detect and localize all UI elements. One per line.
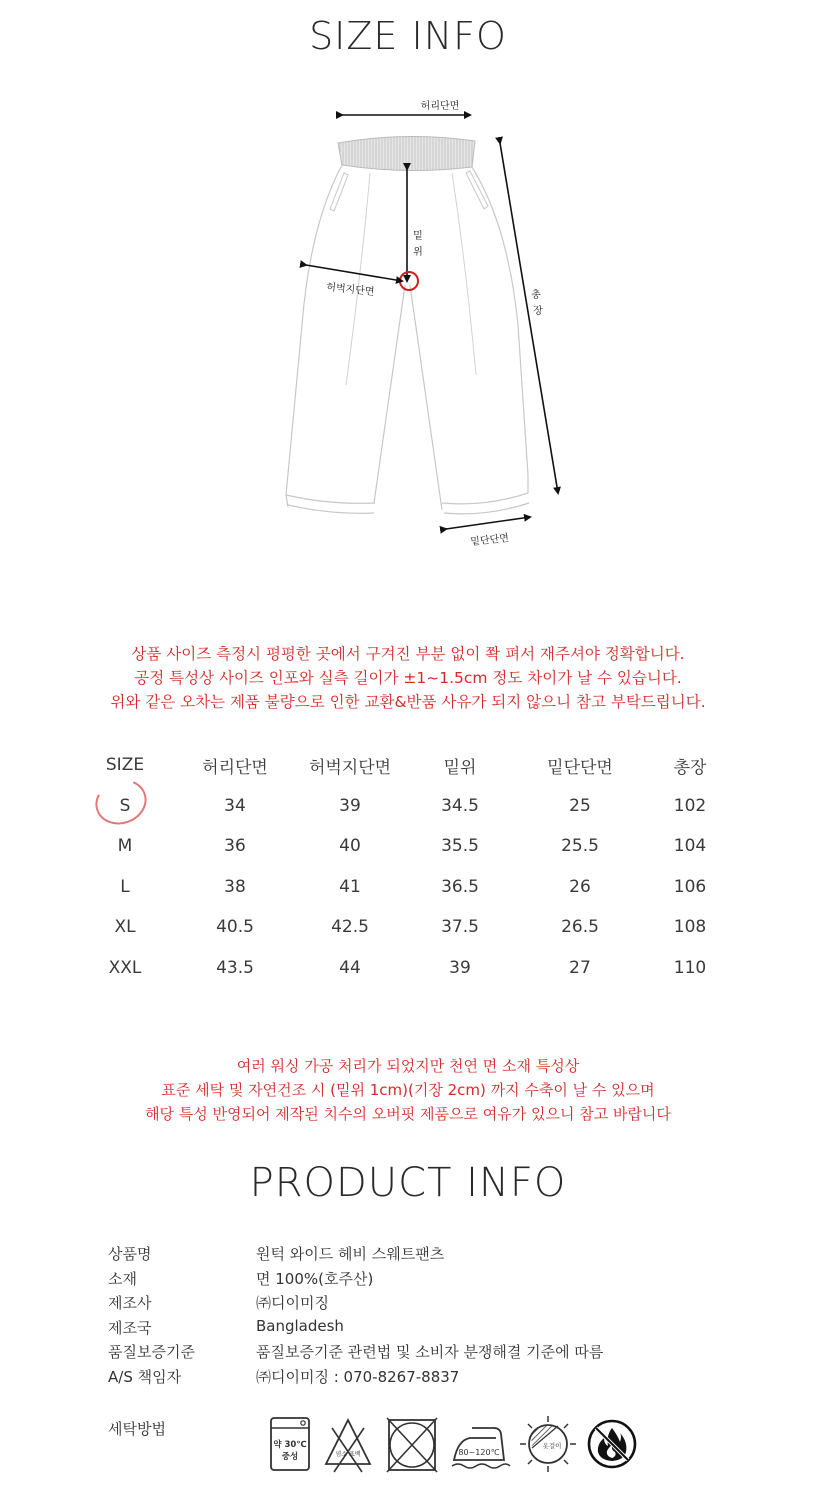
cell: XL — [114, 917, 136, 938]
cell: 27 — [569, 957, 591, 978]
header-thigh: 허벅지단면 — [308, 757, 392, 778]
svg-text:80~120℃: 80~120℃ — [458, 1448, 500, 1457]
notice-line: 여러 워싱 가공 처리가 되었지만 천연 면 소재 특성상 — [236, 1057, 580, 1075]
cell: 42.5 — [331, 917, 369, 938]
cell: XXL — [108, 957, 142, 978]
cell: 104 — [673, 836, 707, 857]
cell: 37.5 — [441, 917, 479, 938]
info-value: 품질보증기준 관련법 및 소비자 분쟁해결 기준에 따름 — [256, 1343, 604, 1362]
header-total-length: 총장 — [673, 757, 707, 778]
notice-line: 상품 사이즈 측정시 평평한 곳에서 구겨진 부분 없이 쫙 펴서 재주셔야 정확합니다. — [131, 645, 685, 663]
header-size: SIZE — [105, 755, 145, 776]
dry-in-shade-icon — [518, 1414, 578, 1474]
header-waist: 허리단면 — [202, 757, 268, 778]
cell: 44 — [339, 957, 361, 978]
table-row — [80, 826, 740, 867]
size-table — [80, 745, 740, 988]
cell: 38 — [224, 876, 246, 897]
info-value: ㈜디이미징 : 070-8267-8837 — [256, 1367, 460, 1386]
waist-label: 허리단면 — [420, 101, 460, 112]
cell: 34 — [224, 795, 246, 816]
notice-line: 공정 특성상 사이즈 인포와 실측 길이가 ±1~1.5cm 정도 차이가 날 수 있습니다. — [134, 669, 682, 687]
cell: 39 — [339, 795, 361, 816]
no-tumble-dry-icon — [385, 1414, 441, 1474]
info-label: 품질보증기준 — [108, 1343, 195, 1362]
hem-label: 밑단단면 — [469, 533, 510, 549]
cell: 35.5 — [441, 836, 479, 857]
cell: 36 — [224, 836, 246, 857]
rise-label-2: 위 — [413, 247, 423, 258]
cell: 40.5 — [216, 917, 254, 938]
cell: M — [117, 836, 133, 857]
cell: 43.5 — [216, 957, 254, 978]
pants-size-diagram — [270, 85, 570, 555]
cell: 25 — [569, 795, 591, 816]
notice-line: 위와 같은 오차는 제품 불량으로 인한 교환&반품 사유가 되지 않으니 참고 부탁드립니다. — [110, 693, 706, 711]
svg-text:염소 표백: 염소 표백 — [335, 1451, 361, 1458]
info-label: 소재 — [108, 1269, 137, 1288]
svg-text:약 30℃: 약 30℃ — [273, 1440, 307, 1450]
no-fire-icon — [584, 1414, 640, 1474]
info-value: ㈜디이미징 — [256, 1294, 329, 1313]
table-row — [80, 907, 740, 948]
table-header-row — [80, 745, 740, 786]
svg-text:옷걸이: 옷걸이 — [542, 1442, 562, 1450]
cell: 102 — [673, 795, 707, 816]
cell: 39 — [449, 957, 471, 978]
size-info-title: SIZE INFO — [309, 14, 507, 58]
header-hem: 밑단단면 — [547, 757, 613, 778]
measurement-notice — [0, 642, 816, 714]
cell: S — [119, 795, 131, 816]
rise-label-1: 밑 — [413, 231, 423, 242]
cell: 108 — [673, 917, 707, 938]
cell: 40 — [339, 836, 361, 857]
cell: 110 — [673, 957, 707, 978]
info-value: Bangladesh — [256, 1316, 344, 1335]
cell: 41 — [339, 876, 361, 897]
wash-30-neutral-icon — [265, 1414, 321, 1474]
total-length-label-1: 총 — [531, 290, 541, 301]
cell: 26.5 — [561, 917, 599, 938]
cell: 36.5 — [441, 876, 479, 897]
info-label: 제조국 — [108, 1318, 152, 1337]
cell: 26 — [569, 876, 591, 897]
notice-line: 해당 특성 반영되어 제작된 치수의 오버핏 제품으로 여유가 있으니 참고 바랍니다 — [145, 1105, 671, 1123]
product-info-title: PRODUCT INFO — [249, 1160, 567, 1206]
svg-text:중성: 중성 — [281, 1452, 299, 1462]
info-label: 제조사 — [108, 1294, 152, 1313]
table-row — [80, 948, 740, 989]
notice-line: 표준 세탁 및 자연건조 시 (밑위 1cm)(기장 2cm) 까지 수축이 날 수 있으며 — [161, 1081, 655, 1099]
cell: 25.5 — [561, 836, 599, 857]
cell: L — [120, 876, 130, 897]
cell: 106 — [673, 876, 707, 897]
total-length-label-2: 장 — [533, 306, 543, 317]
info-label: A/S 책임자 — [108, 1367, 182, 1386]
cell: 34.5 — [441, 795, 479, 816]
header-rise: 밑위 — [443, 757, 477, 778]
no-bleach-icon — [320, 1414, 376, 1474]
shrinkage-notice — [0, 1054, 816, 1126]
info-label: 상품명 — [108, 1245, 152, 1263]
table-row — [80, 867, 740, 908]
info-value: 면 100%(호주산) — [256, 1269, 374, 1288]
iron-80-120-icon — [450, 1414, 514, 1474]
care-label: 세탁방법 — [108, 1420, 166, 1438]
info-value: 원턱 와이드 헤비 스웨트팬츠 — [256, 1245, 445, 1263]
table-row — [80, 786, 740, 827]
thigh-label: 허벅지단면 — [325, 282, 375, 299]
